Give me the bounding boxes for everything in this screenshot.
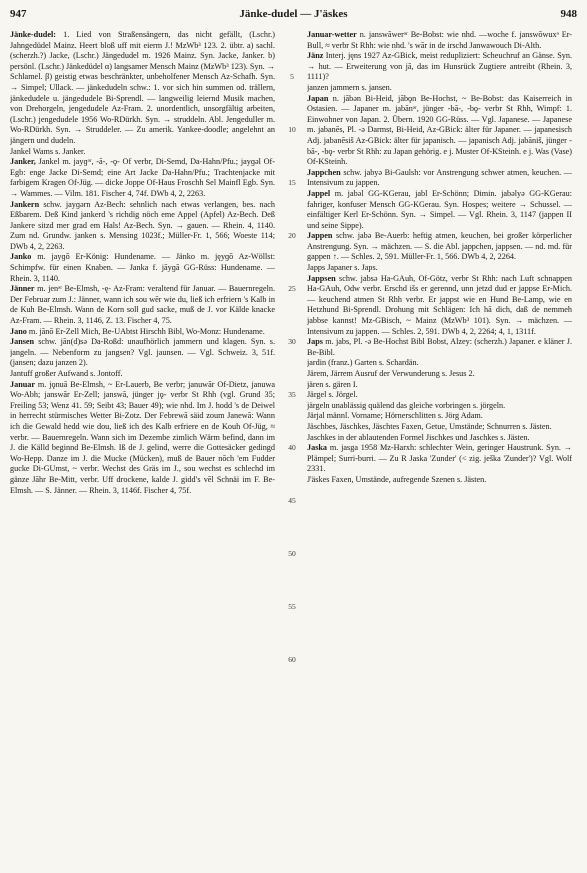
page-number-left: 947 xyxy=(10,8,27,20)
dictionary-entry xyxy=(307,51,572,83)
entry-text: Järem, Järrem Ausruf der Verwunderung s. Jesus 2. xyxy=(307,369,475,378)
entry-text: m. jasga 1958 Mz-Harxh: schlechter Wein, geringer Haustrunk. Syn. → Plämpel; Surri-burri. — Zu R Jaska 'Zunder' (< zig. ješka 'Zunder')? Vgl. Wolf 2331. xyxy=(307,443,572,474)
entry-headword: Jappel xyxy=(307,188,331,198)
entry-headword: Jappchen xyxy=(307,167,341,177)
entry-text: Jankel m. jayɡᵊʳ, -ā-, -ǫ- Of verbr, Di-Semd, Da-Hahn/Pfu.; jayɡǝl Of-Egb: enge Jacke Di-Semd; eine Art Jacke Da-Hahn/Pfu.; Trachtenjacke mit farbigem Kragen Of-Jüg. — dicke Joppe Of-Haus Froschh Sel Mainfl Egb. Syn. → Wammes. — Vilm. 181. Fischer 4, 74f. DWb 4, 2, 2263. xyxy=(10,157,275,198)
entry-text: janzen jammern s. jansen. xyxy=(307,82,392,92)
dictionary-entry xyxy=(307,380,572,391)
entry-text: m. jānō Er-Zell Mich, Be-UAbtst Hirschh Bibl, Wo-Monz: Hundename. xyxy=(26,326,265,336)
entry-headword: Jappsen xyxy=(307,273,336,283)
entry-headword: Japan xyxy=(307,93,329,103)
dictionary-entry xyxy=(10,369,275,380)
entry-text: schw. jabsǝ Ha-GAuh, Of-Götz, verbr St Rhh: nach Luft schnappen Ha-GAuh, Odw verbr. Erschd išs er gerennd, unn jetzd dud er jappse Er-Mich. — keuchend atmen St Rhh verbr. Er jappst wie en Hund Be-Lamp, wie en Hetzhund Bi-Sprendl. Drohung mit Schlägen: Ich hā dich, daß de nemmeh jabbse kannst! Mz-GBisch, ~ Mainz (MzWb³ 101). Syn. → mächzen. — Intensivum zu jappen. — Schles. 2, 591. DWb 4, 2, 2264; 4, 1, 1311f. xyxy=(307,273,572,336)
entry-text: n. jābǝn Bi-Heid, jābǫn Be-Hochst, ~ Be-Bobst: das Kaiserreich in Ostasien. — Japaner m. jabānᵊʳ, jünger -bā-, -bǫ- verbr St Rhh, Wimpf: 1. Einwohner von Japan. 2. Übern. 1920 GG-Rüss. — Vgl. Japanese. — Japanese m. jabanēs, Pl. -ǝ Darmst, Bi-Heid, Az-GBick: älter für Japaner. — japanesisch Adj. jabanēsiš Az-GBick: älter für japanisch. — japanisch Adj. jabāniš, jünger -bā-, -bǫ- verbr St Rhh: zu Japan gehörig. e j. Muster Of-KSteinh. e j. Was (Vase) Of-KSteinh. xyxy=(307,93,572,167)
line-number: 45 xyxy=(288,496,296,506)
dictionary-entry xyxy=(10,252,275,284)
dictionary-entry xyxy=(10,200,275,253)
dictionary-entry xyxy=(307,231,572,263)
dictionary-entry xyxy=(10,157,275,199)
entry-text: schw. jayɡǝrn Az-Bech: sehnlich nach etwas verlangen, bes. nach Eßbarem. Deß Kind jankerd 's richdig nöch eme Appel (Apfel) Az-Bech. Deß Jankere sitzd mer grad em Hals! Az-Bech. Syn. → gauen. — Rhein. 4, 1140. Zum nd. Grundw. janken s. Mensing 1023f.; Müller-Fr. 1, 566; Woeste 114; DWb 4, 2, 2263. xyxy=(10,199,275,251)
entry-headword: Jänz xyxy=(307,51,324,61)
dictionary-entry xyxy=(10,380,275,497)
dictionary-entry xyxy=(307,475,572,486)
entry-text: järgeln unablässig quälend das gleiche vorbringen s. jörgeln. xyxy=(307,400,506,410)
entry-headword: Japs xyxy=(307,337,323,347)
dictionary-entry xyxy=(10,147,275,158)
dictionary-entry xyxy=(307,358,572,369)
dictionary-entry xyxy=(307,401,572,412)
entry-text: Jäschbes, Jäschkes, Jäschtes Faxen, Getue, Umstände; Schnurren s. Jästen. xyxy=(307,421,552,431)
dictionary-entry xyxy=(10,284,275,326)
dictionary-entry xyxy=(10,337,275,369)
entry-headword: Jansen xyxy=(10,337,35,347)
dictionary-entry xyxy=(307,443,572,475)
entry-text: Jantuff großer Aufwand s. Jontoff. xyxy=(10,369,123,378)
right-column xyxy=(307,30,572,865)
entry-headword: Jänke-dudel: xyxy=(10,30,56,39)
entry-text: schw. jān(d)sǝ Da-Roßd: unaufhörlich jammern und klagen. Syn. s. jangeln. — Nebenform zu jangsen? Vgl. jaunsen. — Vgl. Schweiz. 3, 51f. (jansen; dazu janzen 2). xyxy=(10,337,275,368)
dictionary-entry xyxy=(307,189,572,231)
entry-text: schw. jabyǝ Bi-Gaulsh: vor Anstrengung schwer atmen, keuchen. — Intensivum zu jappen. xyxy=(307,167,572,188)
running-head: Jänke-dudel — J'äskes xyxy=(239,8,348,20)
dictionary-entry xyxy=(10,30,275,147)
entry-text: Interj. jęns 1927 Az-GBick, meist redupliziert: Scheuchruf an Gänse. Syn. → hut. — Erweiterung von jā, das im Hunsrück Zugtiere antreibt (Rhein. 3, 1111)? xyxy=(307,51,572,82)
dictionary-entry xyxy=(307,422,572,433)
entry-headword: Januar-wetter xyxy=(307,30,357,39)
entry-text: J'äskes Faxen, Umstände, aufregende Szenen s. Jästen. xyxy=(307,474,487,484)
line-number: 60 xyxy=(288,655,296,665)
entry-text: n. janswāwerᵊʳ Be-Bobst: wie nhd. —woche f. janswōwuxᵊ Er-Bull, ≈ verbr St Rhh: wie nhd. 's wār in de irschd Janwawouch Di-Alth. xyxy=(307,30,572,50)
entry-headword: Jano xyxy=(10,326,27,336)
dictionary-entry xyxy=(10,327,275,338)
line-number: 35 xyxy=(288,390,296,400)
left-column xyxy=(10,30,275,865)
dictionary-entry xyxy=(307,411,572,422)
entry-headword: Jankern xyxy=(10,199,40,209)
dictionary-entry xyxy=(307,369,572,380)
entry-text: m. jayɡō Er-König: Hundename. — Jänko m. jęyɡō Az-Wöllst: Schimpfw. für einen Knaben. — Janka f. jāyɡā GG-Rüss: Hundename. — Rhein. 3, 1140. xyxy=(10,252,275,283)
line-number: 50 xyxy=(288,549,296,559)
page-number-right: 948 xyxy=(560,8,577,20)
entry-text: jären s. gären I. xyxy=(307,379,358,389)
line-number: 20 xyxy=(288,231,296,241)
entry-text: m. jabǝl GG-KGerau, jabl Er-Schönn; Dimin. jabǝlyǝ GG-KGerau: fahriger, konfuser Mensch GG-KGerau. Syn. Hospes; weitere → Schussel. — einfältiger Kerl Er-Schönn. Syn. → Simpel. — Vgl. Rhein. 3, 1147 (jappen II und seine Sippe). xyxy=(307,188,572,230)
entry-text: m. jabs, Pl. -ǝ Be-Hochst Bibl Bobst, Alzey: (scherzh.) Japaner. e kläner J. Be-Bibl. xyxy=(307,337,572,357)
entry-text: schw. jabǝ Be-Auerb: heftig atmen, keuchen, bei großer körperlicher Anstrengung. Syn. → mächzen. — S. die Abl. jappchen, jappsen. — nd. md. für gappen ↑. — Schles. 2, 591. Müller-Fr. 1, 566. DWb 4, 2, 2264. xyxy=(307,231,572,262)
entry-text: 1. Lied von Straßensängern, das nicht gefällt, (Lschr.) Jahngedüdel Mainz. Heert bloß uff mit eierm J.! MzWb³ 123. 2. übtr. a) sachl. (scherzh.?) Jacke, (Lschr.) Jängedudel m. 1926 Mainz. Syn. Jacke, Janker. b) persönl. (Lschr.) Jänkedüdel α) langsamer Mensch Mainz (MzWb³ 123). Syn. → Schlamel. β) geistig etwas beschränkter, unbeholfener Mensch Az-Schafh. Syn. → Simpel; Ullack. — jänkedudeln schw.: 1. vor sich hin summen od. trällern, jänkedudele u. jängedudele Bi-Sprendl. — langweilig leiernd Musik machen, von Drehorgeln, jengedudele Az-Fram. 2. unordentlich, unsorgfältig arbeiten, (Lschr.) jengedudele 1956 Wo-RDürkh. Syn. → struddeln. Abl. Jengeduller m. Wo-RDürkh. Syn. → Struddeler. — Zu amerik. Yankee-doodle; angelehnt an jängern und dudeln. xyxy=(10,30,275,145)
line-numbers xyxy=(283,30,301,865)
entry-text: m. jǫnuā Be-Elmsh, ~ Er-Lauerb, Be verbr; januwār Of-Dietz, januwa Wo-Abh; janswār Er-Zell; janswā, jünger jǫ- verbr St Rhh (vgl. Grund 35; Freiling 53; Wenz 41. 59; Seibt 43; Bauer 49); wie nhd. Im J. hodd 's de Deiwel in herrecht stürmisches Wetter Bi-Zotz. Der Febrewā säid zoum Janewā: Wann ich die Gewald hedd wie dou, ließ ich des Kalb erfriere en de Kouh Of-Jüg, ≈ verbr. — Bauernregeln. Wann sich im Dezembe zimlich Wärm befind, dann im J. die Källd beginnd Be-Elmsh. Iß de J. gelind, werre die Gottesäcker gedingd Wo-Hepp. Danze im J. die Mucke (Mücken), muß de Bauer nōch 'em Fudder gucke Di-GUmst, ~ verbr. Wechst des Gräs im J., sou wechst es schlechd im gänze Jāhr Be-Mitt, verbr. Uff drockene, kalde J. giddʹs vēl Schnäi im F. Be-Elmsh. — S. Jänner. — Rhein. 3, 1146f. Fischer 4, 75f. xyxy=(10,379,275,495)
line-number: 10 xyxy=(288,125,296,135)
entry-headword: Janker, xyxy=(10,157,36,167)
entry-text: Japps Japaner s. Japs. xyxy=(307,263,378,273)
entry-headword: Jaska xyxy=(307,443,328,453)
line-number: 30 xyxy=(288,337,296,347)
line-number: 55 xyxy=(288,602,296,612)
page-header xyxy=(10,8,577,26)
dictionary-entry xyxy=(307,168,572,189)
entry-headword: Januar xyxy=(10,379,36,389)
entry-headword: Jänner xyxy=(10,284,35,294)
entry-text: Järjal männl. Vorname; Hörnerschlitten s. Jörg Adam. xyxy=(307,411,483,421)
dictionary-entry xyxy=(307,94,572,168)
entry-text: jardin (franz.) Garten s. Schardän. xyxy=(307,358,419,368)
entry-text: Jankel Wams s. Janker. xyxy=(10,146,86,156)
line-number: 15 xyxy=(288,178,296,188)
entry-text: m. jenᵊʳ Be-Elmsh, -ę- Az-Fram: veraltend für Januar. — Bauernregeln. Der Februar zum J.: Jänner, wann ich sou wēr wie du, ließ ich erfriern 's Kalb in de Kuh Be-Elmsh. Wann de Korn soll gud sacke, muß de J. vor Kälde knacke Az-Fram. — Rhein. 3, 1146, Z. 13. Fischer 4, 75. xyxy=(10,284,275,326)
dictionary-entry xyxy=(307,337,572,358)
entry-text: Jaschkes in der ablautenden Formel Jischkes und Jaschkes s. Jästen. xyxy=(307,432,530,442)
line-number: 25 xyxy=(288,284,296,294)
entry-headword: Janko xyxy=(10,252,32,262)
dictionary-entry xyxy=(307,263,572,274)
line-number: 40 xyxy=(288,443,296,453)
entry-text: Järgel s. Jörgel. xyxy=(307,390,358,400)
entry-headword: Jappen xyxy=(307,231,333,241)
dictionary-entry xyxy=(307,433,572,444)
dictionary-entry xyxy=(307,274,572,338)
line-number: 5 xyxy=(290,72,294,82)
dictionary-entry xyxy=(307,30,572,51)
dictionary-entry xyxy=(307,83,572,94)
dictionary-entry xyxy=(307,390,572,401)
